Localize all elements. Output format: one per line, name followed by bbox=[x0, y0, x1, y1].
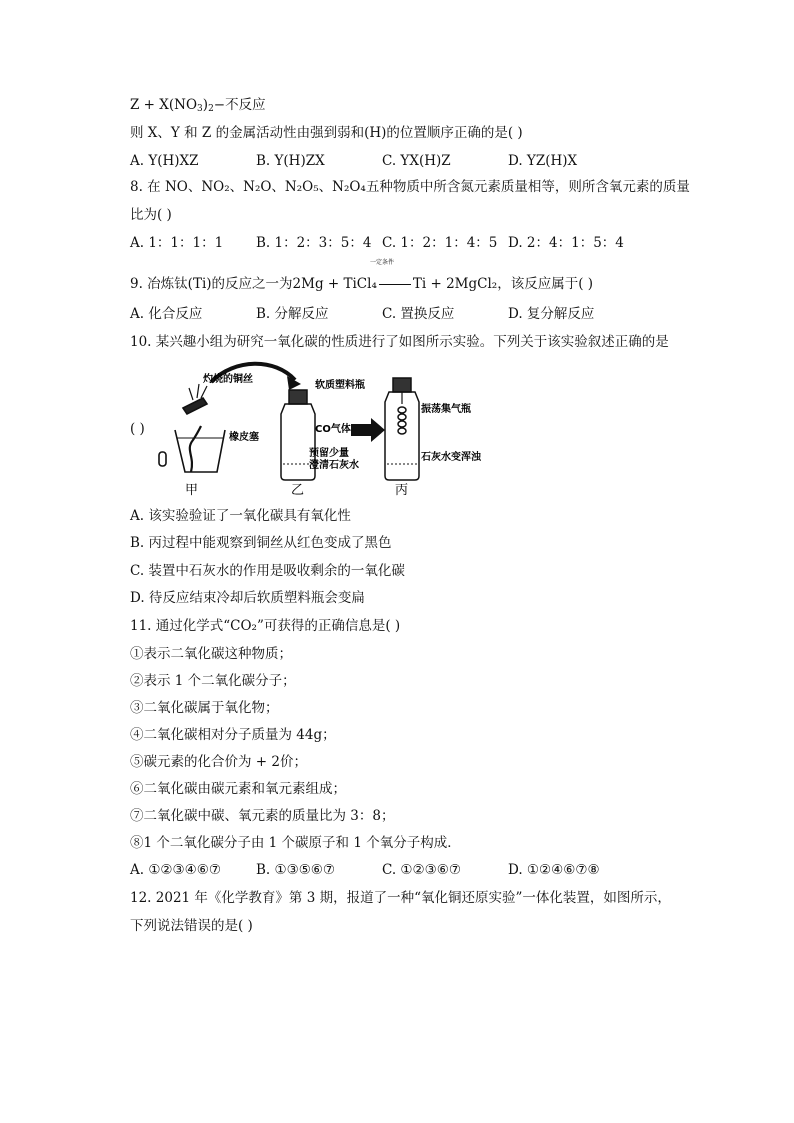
q10-option-b[interactable]: B. 丙过程中能观察到铜丝从红色变成了黑色 bbox=[130, 535, 392, 551]
q10-option-c[interactable]: C. 装置中石灰水的作用是吸收剩余的一氧化碳 bbox=[130, 563, 405, 579]
label-burnt-copper: 灼烧的铜丝 bbox=[203, 374, 253, 385]
q8-option-d[interactable]: D. 2：4：1：5：4 bbox=[508, 235, 624, 251]
q9-reaction-condition: 一定条件 bbox=[370, 259, 395, 266]
label-turbid: 石灰水变浑浊 bbox=[421, 452, 481, 463]
q8-option-b[interactable]: B. 1：2：3：5：4 bbox=[256, 235, 372, 251]
label-co: CO气体 bbox=[315, 424, 351, 435]
label-shake: 振荡集气瓶 bbox=[421, 404, 471, 415]
q11-option-c[interactable]: C. ①②③⑥⑦ bbox=[382, 862, 461, 878]
q11-item-6: ⑥二氧化碳由碳元素和氧元素组成； bbox=[130, 781, 346, 797]
q9-reaction-arrow bbox=[379, 284, 411, 285]
q10-option-a[interactable]: A. 该实验验证了一氧化碳具有氧化性 bbox=[130, 508, 351, 524]
q11-item-1: ①表示二氧化碳这种物质； bbox=[130, 646, 292, 662]
label-limewater-b: 澄清石灰水 bbox=[309, 460, 359, 471]
label-soft-bottle: 软质塑料瓶 bbox=[315, 380, 365, 391]
q11-item-5: ⑤碳元素的化合价为 + 2价； bbox=[130, 754, 307, 770]
label-bing: 丙 bbox=[395, 483, 409, 498]
q9-option-a[interactable]: A. 化合反应 bbox=[130, 306, 203, 322]
label-limewater-a: 预留少量 bbox=[309, 448, 349, 459]
q11-option-a[interactable]: A. ①②③④⑥⑦ bbox=[130, 862, 221, 878]
q10-experiment-figure bbox=[155, 360, 481, 498]
q10-paren: ( ) bbox=[130, 421, 145, 437]
q9-option-b[interactable]: B. 分解反应 bbox=[256, 306, 329, 322]
label-yi: 乙 bbox=[291, 483, 305, 498]
label-rubber: 橡皮塞 bbox=[229, 432, 259, 443]
q8-option-c[interactable]: C. 1：2：1：4：5 bbox=[382, 235, 498, 251]
q12-stem-line1: 12. 2021 年《化学教育》第 3 期，报道了一种“氧化铜还原实验”一体化装置，如图所示， bbox=[130, 890, 671, 906]
q8-stem-line1: 8. 在 NO、NO₂、N₂O、N₂O₅、N₂O₄五种物质中所含氮元素质量相等，则所含氧元素的质量 bbox=[130, 179, 690, 195]
q11-item-2: ②表示 1 个二氧化碳分子； bbox=[130, 673, 296, 689]
q9-option-d[interactable]: D. 复分解反应 bbox=[508, 306, 595, 322]
apparatus-bing bbox=[385, 378, 419, 480]
apparatus-jia bbox=[159, 384, 225, 472]
q7-stem: 则 X、Y 和 Z 的金属活动性由强到弱和(H)的位置顺序正确的是( ) bbox=[130, 125, 523, 141]
q9-option-c[interactable]: C. 置换反应 bbox=[382, 306, 455, 322]
q10-stem: 10. 某兴趣小组为研究一氧化碳的性质进行了如图所示实验。下列关于该实验叙述正确的是 bbox=[130, 334, 669, 350]
q11-item-3: ③二氧化碳属于氧化物； bbox=[130, 700, 279, 716]
q7-option-c[interactable]: C. YX(H)Z bbox=[382, 153, 451, 169]
q8-stem-line2: 比为( ) bbox=[130, 207, 172, 223]
q11-item-8: ⑧1 个二氧化碳分子由 1 个碳原子和 1 个氧分子构成． bbox=[130, 835, 461, 851]
q11-item-4: ④二氧化碳相对分子质量为 44g； bbox=[130, 727, 336, 743]
q7-option-a[interactable]: A. Y(H)XZ bbox=[130, 153, 199, 169]
q11-option-d[interactable]: D. ①②④⑥⑦⑧ bbox=[508, 862, 600, 878]
q11-item-7: ⑦二氧化碳中碳、氧元素的质量比为 3：8； bbox=[130, 808, 395, 824]
process-arrow bbox=[351, 418, 385, 442]
q7-option-b[interactable]: B. Y(H)ZX bbox=[256, 153, 325, 169]
q11-option-b[interactable]: B. ①③⑤⑥⑦ bbox=[256, 862, 336, 878]
q11-stem: 11. 通过化学式“CO₂”可获得的正确信息是( ) bbox=[130, 618, 401, 634]
label-jia: 甲 bbox=[185, 483, 199, 498]
q12-stem-line2: 下列说法错误的是( ) bbox=[130, 918, 253, 934]
q8-option-a[interactable]: A. 1：1：1：1 bbox=[130, 235, 224, 251]
q7-option-d[interactable]: D. YZ(H)X bbox=[508, 153, 578, 169]
q7-rule-line: $Z + X(NO_3)_2-$不反应 bbox=[130, 97, 266, 114]
q9-stem: 9. 冶炼钛(Ti)的反应之一为2Mg + TiCl₄ Ti + 2MgCl₂，该反应属于( ) bbox=[130, 276, 594, 292]
q10-option-d[interactable]: D. 待反应结束冷却后软质塑料瓶会变扁 bbox=[130, 590, 365, 606]
